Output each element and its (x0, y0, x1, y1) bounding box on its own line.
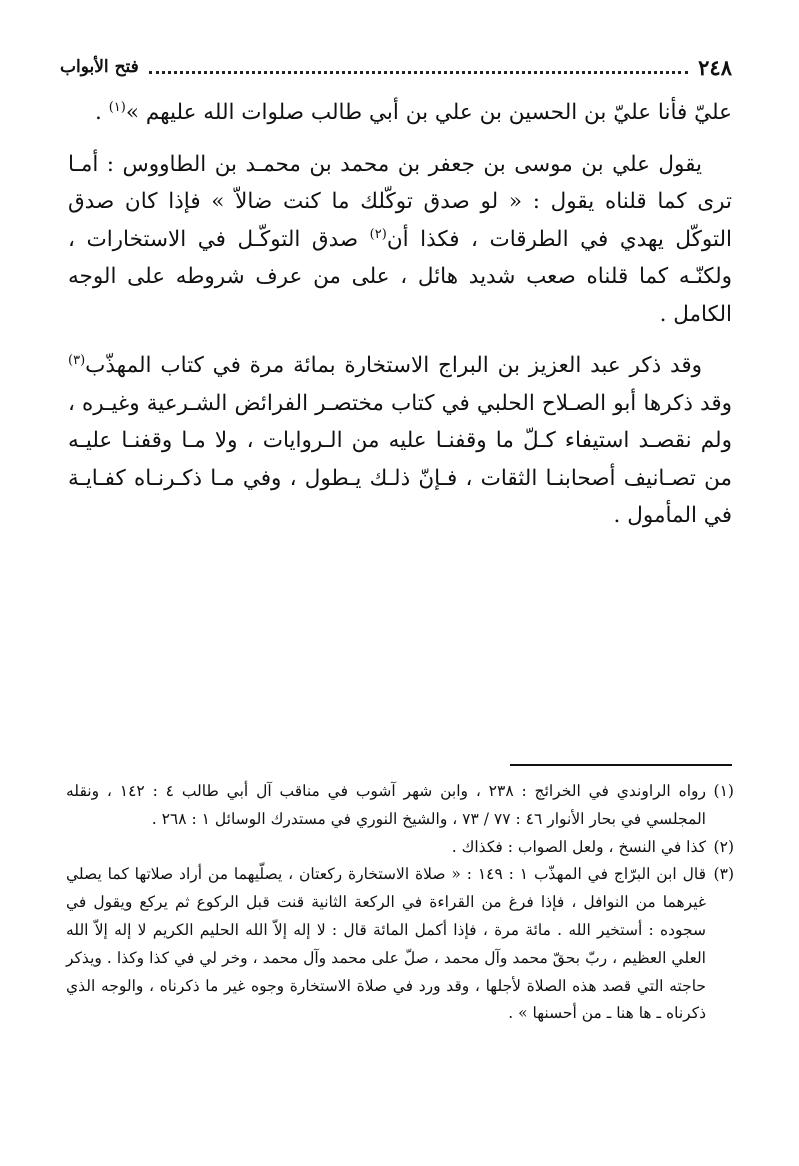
footnote-2 (66, 834, 734, 862)
footnotes (66, 778, 734, 1028)
footnote-ref-1[interactable]: (١) (108, 99, 126, 115)
paragraph-1-part-b: صدق التوكّـل في الاستخارات ، ولكنّـه كما قلناه صعب شديد هائل ، على من عرف شروطه على الوجه الكامل . (68, 226, 732, 327)
continuation-text: عليّ فأنا عليّ بن الحسين بن علي بن أبي طالب صلوات الله عليهم » (125, 100, 732, 125)
footnote-3-text: قال ابن البرّاج في المهذّب ١ : ١٤٩ : « صلاة الاستخارة ركعتان ، يصلّيهما من أراد صلاتها كما يصلي غيرهما من النوافل ، فإذا فرغ من القراءة في الركعة الثانية قنت قبل الركوع ثم يركع ويقول في سجوده : أستخير الله . مائة مرة ، فإذا أكمل المائة قال : لا إله إلاّ الله الحليم الكريم لا إله إلاّ الله العلي العظيم ، ربّ بحقّ محمد وآل محمد ، صلّ على محمد وآل محمد ، وخر لي في كذا وكذا . ويذكر حاجته التي قصد هذه الصلاة لأجلها ، وقد ورد في صلاة الاستخارة وجوه غير ما ذكرناه ، والوجه الذي ذكرناه ـ ها هنا ـ من أحسنها » . (66, 865, 706, 1023)
footnote-ref-2[interactable]: (٢) (369, 226, 387, 242)
footnote-3 (66, 861, 734, 1028)
paragraph-2 (68, 347, 732, 535)
continuation-end: . (95, 100, 109, 125)
footnote-ref-3[interactable]: (٣) (68, 352, 86, 368)
footnote-2-number: (٢) (713, 837, 734, 856)
paragraph-1 (68, 146, 732, 334)
continuation-paragraph (68, 94, 732, 132)
paragraph-1-part-a: يقول علي بن موسى بن جعفر بن محمد بن محمـد بن الطاووس : أمـا ترى كما قلناه يقول : « لو صدق توكّلك ما كنت ضالاّ » فإذا كان صدق التوكّل يهدي في الطرقات ، فكذا أن (68, 151, 732, 252)
running-title: فتح الأبواب (60, 57, 139, 77)
paragraph-2-part-b: وقد ذكرها أبو الصـلاح الحلبي في كتاب مختصـر الفرائض الشـرعية وغيـره ، ولم نقصـد استيفاء كـلّ ما وقفنـا عليه من الـروايات ، ولا مـا وقفنـا عليـه من تصـانيف أصحابنـا الثقات ، فـإنّ ذلـك يـطول ، وفي مـا ذكـرنـاه كفـايـة في المأمول . (68, 390, 732, 528)
footnote-2-text: كذا في النسخ ، ولعل الصواب : فكذاك . (451, 837, 706, 856)
main-text (68, 94, 732, 549)
footnote-1-text: رواه الراوندي في الخرائج : ٢٣٨ ، وابن شهر آشوب في مناقب آل أبي طالب ٤ : ١٤٢ ، ونقله المجلسي في بحار الأنوار ٤٦ : ٧٧ / ٧٣ ، والشيخ النوري في مستدرك الوسائل ١ : ٢٦٨ . (66, 782, 706, 828)
footnote-separator (510, 764, 732, 766)
paragraph-2-part-a: وقد ذكر عبد العزيز بن البراج الاستخارة بمائة مرة في كتاب المهذّب (85, 353, 702, 378)
footnote-1-number: (١) (713, 782, 734, 800)
running-header (60, 52, 732, 82)
footnote-3-number: (٣) (713, 865, 734, 884)
header-dot-leader (149, 61, 688, 74)
page-number: ٢٤٨ (698, 54, 732, 80)
footnote-1 (66, 778, 734, 834)
